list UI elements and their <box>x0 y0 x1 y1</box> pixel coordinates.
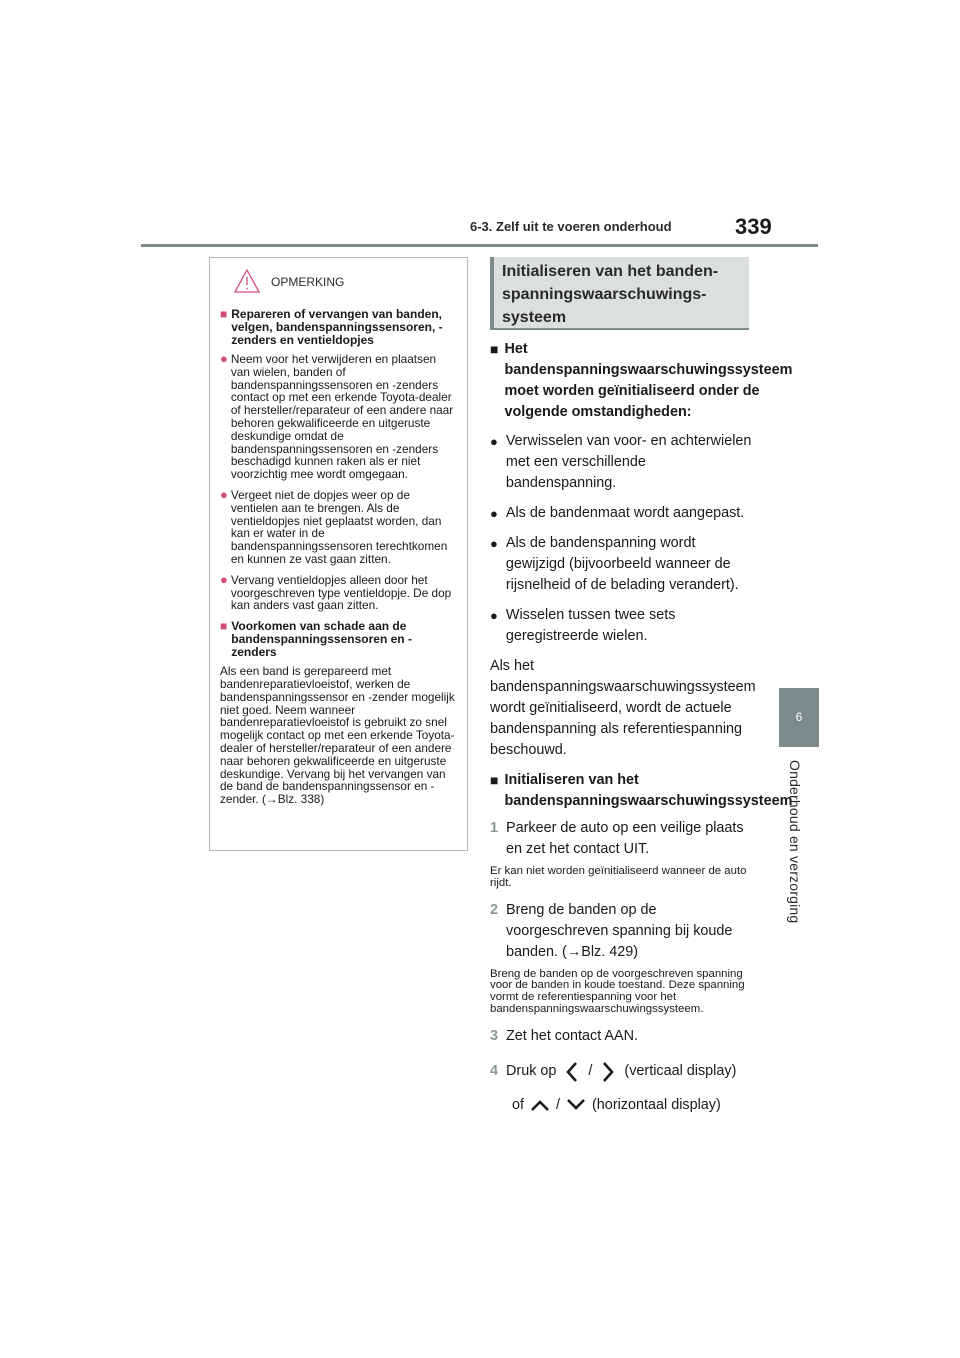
heading-line: systeem <box>502 309 567 326</box>
dot-bullet-icon: ● <box>490 434 498 449</box>
step <box>490 900 752 963</box>
note-bullet <box>220 353 457 481</box>
note-paragraph: Als een band is gerepareerd met bandenreparatievloeistof, werken de bandenspanningssensor en -zender mogelijk niet goed. Neem wanneer bandenreparatievloeistof is gebruikt zo snel mogelijk contact op met een erkende Toyota-dealer of hersteller/reparateur of een andere naar behoren gekwalificeerde en uitgeruste deskundige. Vervang bij het vervangen van de band de bandenspanningssensor en -zender. (→Blz. 338) <box>220 664 455 807</box>
step-number: 2 <box>490 901 499 918</box>
list-item <box>490 605 752 647</box>
heading-line: spanningswaarschuwings- <box>502 286 707 303</box>
dot-bullet-icon: ● <box>220 351 228 366</box>
subheading-text: Initialiseren van het bandenspanningswaarschuwingssysteem <box>504 772 793 809</box>
dot-bullet-icon: ● <box>220 486 228 502</box>
step <box>490 1061 752 1083</box>
step-text: of <box>512 1096 525 1113</box>
square-bullet-icon: ■ <box>490 341 499 357</box>
warning-icon <box>233 268 261 294</box>
chevron-left-icon <box>564 1061 580 1083</box>
note-title: OPMERKING <box>271 275 345 289</box>
list-item <box>490 533 752 596</box>
header-divider <box>141 244 818 247</box>
page-number: 339 <box>735 214 772 239</box>
chevron-up-icon <box>530 1098 550 1112</box>
subheading <box>490 339 793 423</box>
step-text: (verticaal display) <box>624 1063 737 1080</box>
subheading-text: Het bandenspanningswaarschuwingssysteem moet worden geïnitialiseerd onder de volgende omstandigheden: <box>504 341 793 420</box>
note-section-heading <box>220 620 457 659</box>
step-text: Zet het contact AAN. <box>506 1027 638 1044</box>
dot-bullet-icon: ● <box>490 506 498 521</box>
note-bullet-text: Vervang ventieldopjes alleen door het voorgeschreven type ventieldopje. De dop kan anders vast gaan zitten. <box>230 572 452 613</box>
step-number: 1 <box>490 820 499 836</box>
note-section-heading <box>220 308 457 347</box>
step-number: 4 <box>490 1063 499 1080</box>
step-text: Breng de banden op de voorgeschreven spanning bij koude banden. (→Blz. 429) <box>506 901 733 960</box>
list-item-text: Als de bandenmaat wordt aangepast. <box>505 505 745 521</box>
list-item-text: Verwisselen van voor- en achterwielen met een verschillende bandenspanning. <box>505 433 752 491</box>
subheading <box>490 770 793 812</box>
step-number: 3 <box>490 1027 499 1044</box>
list-item-text: Wisselen tussen twee sets geregistreerde wielen. <box>505 607 676 644</box>
square-bullet-icon: ■ <box>490 772 499 788</box>
step-continuation <box>490 1095 752 1116</box>
note-bullet-text: Vergeet niet de dopjes weer op de ventielen aan te brengen. Als de ventieldopjes niet geplaatst worden, dan kan er water in de bandenspanningssensoren terechtkomen en kunnen ze vast gaan zitten. <box>230 487 448 566</box>
section-heading <box>490 257 749 330</box>
step <box>490 818 752 860</box>
step-separator: / <box>588 1063 593 1080</box>
step <box>490 1026 752 1047</box>
note-bullet <box>220 486 457 566</box>
list-item-text: Als de bandenspanning wordt gewijzigd (bijvoorbeeld wanneer de rijsnelheid of de belading verandert). <box>505 535 739 593</box>
square-bullet-icon: ■ <box>220 619 228 634</box>
step-note: Breng de banden op de voorgeschreven spanning voor de banden in koude toestand. Deze spanning vormt de referentiespanning voor het bandenspanningswaarschuwingssysteem. <box>490 967 745 1015</box>
chapter-tab: 6 <box>779 688 819 747</box>
chevron-right-icon <box>600 1061 616 1083</box>
note-bullet-text: Neem voor het verwijderen en plaatsen van wielen, banden of bandenspanningssensoren en -zenders contact op met een erkende Toyota-dealer of hersteller/reparateur of een andere naar behoren gekwalificeerde en uitgeruste deskundige omdat de bandenspanningssensoren en -zenders beschadigd kunnen raken als er niet voorzichtig mee wordt omgegaan. <box>230 352 454 482</box>
heading-line: Initialiseren van het banden- <box>502 263 719 280</box>
chevron-down-icon <box>566 1098 586 1112</box>
note-section-title: Voorkomen van schade aan de bandenspanningssensoren en -zenders <box>231 619 412 660</box>
section-title: 6-3. Zelf uit te voeren onderhoud <box>470 219 672 234</box>
step-note: Er kan niet worden geïnitialiseerd wanneer de auto rijdt. <box>490 865 747 889</box>
chapter-label: Onderhoud en verzorging <box>787 760 803 924</box>
step-text: Parkeer de auto op een veilige plaats en zet het contact UIT. <box>506 820 744 857</box>
note-section-title: Repareren of vervangen van banden, velgen, bandenspanningssensoren, -zenders en ventieldopjes <box>231 307 443 347</box>
paragraph: Als het bandenspanningswaarschuwingssysteem wordt geïnitialiseerd, wordt de actuele bandenspanning als referentiespanning beschouwd. <box>490 658 756 758</box>
note-box <box>209 257 468 851</box>
step-text: Druk op <box>506 1063 557 1080</box>
dot-bullet-icon: ● <box>220 571 228 587</box>
dot-bullet-icon: ● <box>490 536 498 551</box>
list-item <box>490 431 752 494</box>
right-column <box>490 339 793 1116</box>
note-header <box>220 268 457 308</box>
list-item <box>490 503 752 524</box>
step-text: (horizontaal display) <box>592 1096 721 1113</box>
dot-bullet-icon: ● <box>490 608 498 623</box>
step-separator: / <box>556 1096 561 1113</box>
square-bullet-icon: ■ <box>220 307 228 321</box>
note-bullet <box>220 571 457 613</box>
